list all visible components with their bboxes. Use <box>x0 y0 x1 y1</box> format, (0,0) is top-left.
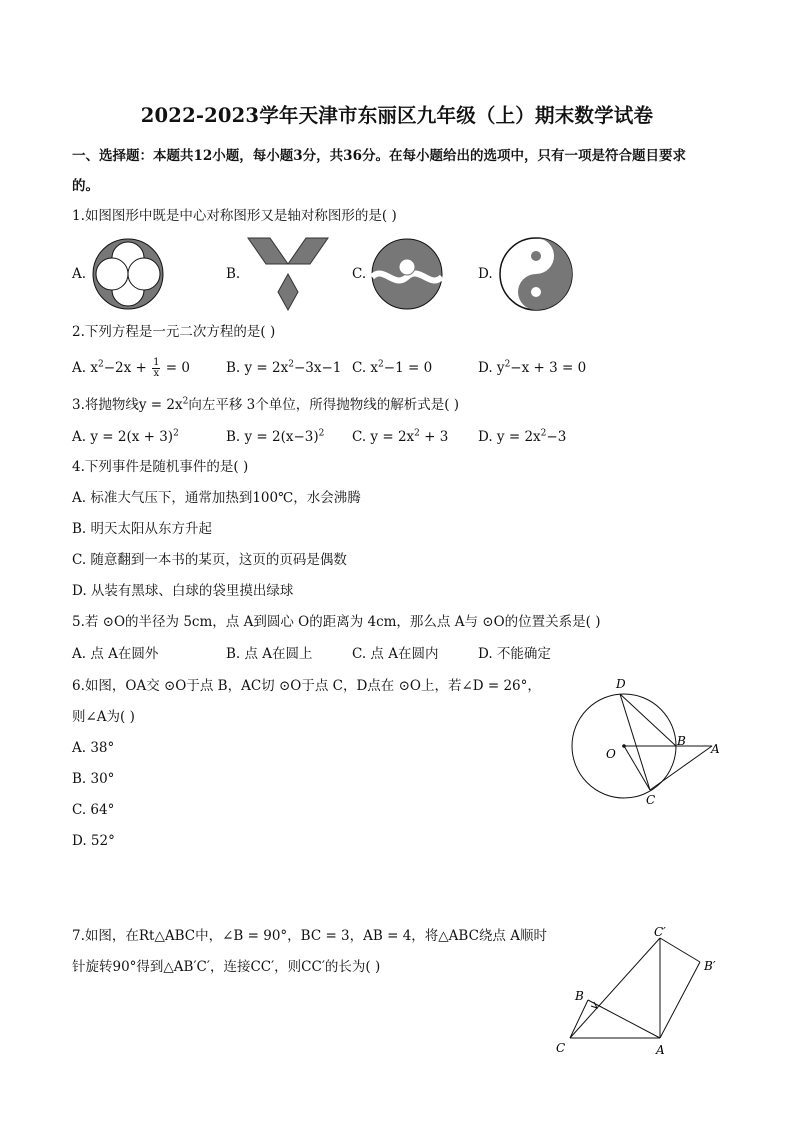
q5-option-c: C. 点 A在圆内 <box>352 646 439 662</box>
q5-option-d: D. 不能确定 <box>478 646 551 662</box>
page-title: 2022-2023学年天津市东丽区九年级（上）期末数学试卷 <box>140 104 654 127</box>
q5-stem: 5.若 ⊙O的半径为 5cm，点 A到圆心 O的距离为 4cm，那么点 A与 ⊙O的位置关系是( ) <box>72 614 601 630</box>
q6-stem-line1: 6.如图，OA交 ⊙O于点 B，AC切 ⊙O于点 C，D点在 ⊙O上，若∠D = 26°， <box>72 678 541 694</box>
q3-option-b: B. $y = 2(x-3)^2$ <box>226 428 325 445</box>
q3-option-c: C. $y = 2x^2 + 3$ <box>352 428 449 445</box>
q7-stem-line1: 7.如图，在Rt△ABC中，∠B = 90°，BC = 3，AB = 4，将△ABC绕点 A顺时 <box>72 928 547 944</box>
q7-label-b: B <box>575 989 584 1003</box>
q7-stem-line2: 针旋转90°得到△AB′C′，连接CC′，则CC′的长为( ) <box>72 959 381 975</box>
q3-option-d: D. $y = 2x^2-3$ <box>478 428 567 445</box>
q6-stem-line2: 则∠A为( ) <box>72 709 135 725</box>
q6-label-d: D <box>616 677 626 691</box>
section-heading-line1: 一、选择题：本题共12小题，每小题3分，共36分。在每小题给出的选项中，只有一项是符合题目要求 <box>72 148 686 164</box>
q6-label-c: C <box>646 793 656 807</box>
q1-option-c-figure <box>370 237 444 311</box>
q3-stem: 3.将抛物线$y = 2x^2$向左平移 3个单位，所得抛物线的解析式是( ) <box>72 396 460 413</box>
q5-option-b: B. 点 A在圆上 <box>226 646 313 662</box>
q1-option-b-figure <box>246 236 330 312</box>
q7-label-a: A <box>656 1043 665 1057</box>
q1-option-c-label: C. <box>352 266 367 282</box>
q7-label-c: C <box>556 1041 566 1055</box>
q3-option-a: A. $y = 2(x + 3)^2$ <box>72 428 179 445</box>
q6-option-a: A. 38° <box>72 740 115 756</box>
q6-option-d: D. 52° <box>72 833 115 849</box>
q6-label-a: A <box>711 742 720 756</box>
q6-label-o: O <box>606 747 616 761</box>
q7-label-c-prime: C′ <box>654 925 666 939</box>
q5-option-a: A. 点 A在圆外 <box>72 646 159 662</box>
q2-stem: 2.下列方程是一元二次方程的是( ) <box>72 324 276 340</box>
q6-label-b: B <box>677 734 686 748</box>
q4-option-a: A. 标准大气压下，通常加热到100℃，水会沸腾 <box>72 490 361 506</box>
q6-geometry-figure <box>560 672 730 812</box>
q4-option-d: D. 从装有黑球、白球的袋里摸出绿球 <box>72 583 294 599</box>
q2-option-c: C. $x^2-1 = 0$ <box>352 359 433 376</box>
section-heading-line2: 的。 <box>72 178 99 194</box>
q1-stem: 1.如图图形中既是中心对称图形又是轴对称图形的是( ) <box>72 208 397 224</box>
q4-stem: 4.下列事件是随机事件的是( ) <box>72 459 249 475</box>
q1-option-d-label: D. <box>478 266 493 282</box>
q4-option-c: C. 随意翻到一本书的某页，这页的页码是偶数 <box>72 552 347 568</box>
q4-option-b: B. 明天太阳从东方升起 <box>72 521 213 537</box>
q2-option-a: A. $x^2-2x$ + $\frac{1}{x}$ = 0 <box>72 357 190 379</box>
q2-option-d: D. $y^2-x + 3 = 0$ <box>478 359 587 376</box>
q1-option-a-label: A. <box>72 266 87 282</box>
q6-option-b: B. 30° <box>72 771 115 787</box>
q2-option-b: B. $y = 2x^2-3x-1$ <box>226 359 342 376</box>
q1-option-b-label: B. <box>226 266 241 282</box>
q1-option-d-figure <box>498 236 574 312</box>
q1-option-a-figure <box>90 237 166 311</box>
q7-label-b-prime: B′ <box>704 959 716 973</box>
q6-option-c: C. 64° <box>72 802 115 818</box>
q7-geometry-figure <box>548 922 730 1062</box>
